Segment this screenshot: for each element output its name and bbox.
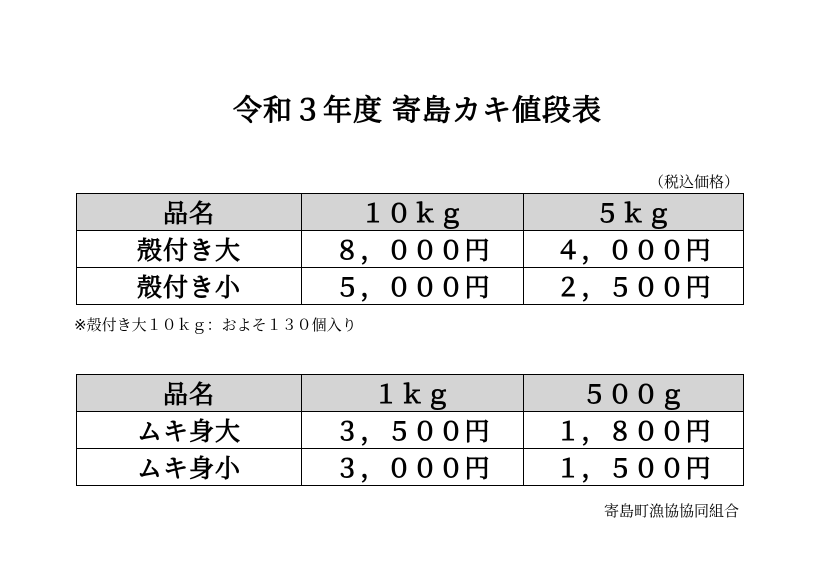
shell-oyster-price-table — [76, 193, 744, 305]
cell-item-name: ムキ身小 — [77, 449, 302, 486]
cell-price-1kg: ３，５００円 — [302, 412, 524, 449]
cell-item-name: 殻付き大 — [77, 231, 302, 268]
organization-name: 寄島町漁協協同組合 — [603, 503, 739, 520]
table-row — [77, 449, 744, 486]
table-header-row — [77, 194, 744, 231]
cell-price-500g: １，５００円 — [524, 449, 744, 486]
cell-price-5kg: ４，０００円 — [524, 231, 744, 268]
column-header-5kg: ５ｋｇ — [524, 194, 744, 231]
cell-price-500g: １，８００円 — [524, 412, 744, 449]
column-header-1kg: １ｋｇ — [302, 375, 524, 412]
column-header-10kg: １０ｋｇ — [302, 194, 524, 231]
table-row — [77, 412, 744, 449]
cell-item-name: 殻付き小 — [77, 268, 302, 305]
table-row — [77, 231, 744, 268]
cell-item-name: ムキ身大 — [77, 412, 302, 449]
column-header-500g: ５００ｇ — [524, 375, 744, 412]
shucked-oyster-price-table — [76, 374, 744, 486]
shell-oyster-footnote: ※殻付き大１０ｋｇ：およそ１３０個入り — [74, 317, 357, 334]
cell-price-5kg: ２，５００円 — [524, 268, 744, 305]
cell-price-10kg: ５，０００円 — [302, 268, 524, 305]
column-header-item: 品名 — [77, 375, 302, 412]
table-row — [77, 268, 744, 305]
tax-included-note: （税込価格） — [648, 174, 739, 191]
cell-price-10kg: ８，０００円 — [302, 231, 524, 268]
page-title: 令和３年度 寄島カキ値段表 — [232, 95, 603, 127]
table-header-row — [77, 375, 744, 412]
cell-price-1kg: ３，０００円 — [302, 449, 524, 486]
column-header-item: 品名 — [77, 194, 302, 231]
